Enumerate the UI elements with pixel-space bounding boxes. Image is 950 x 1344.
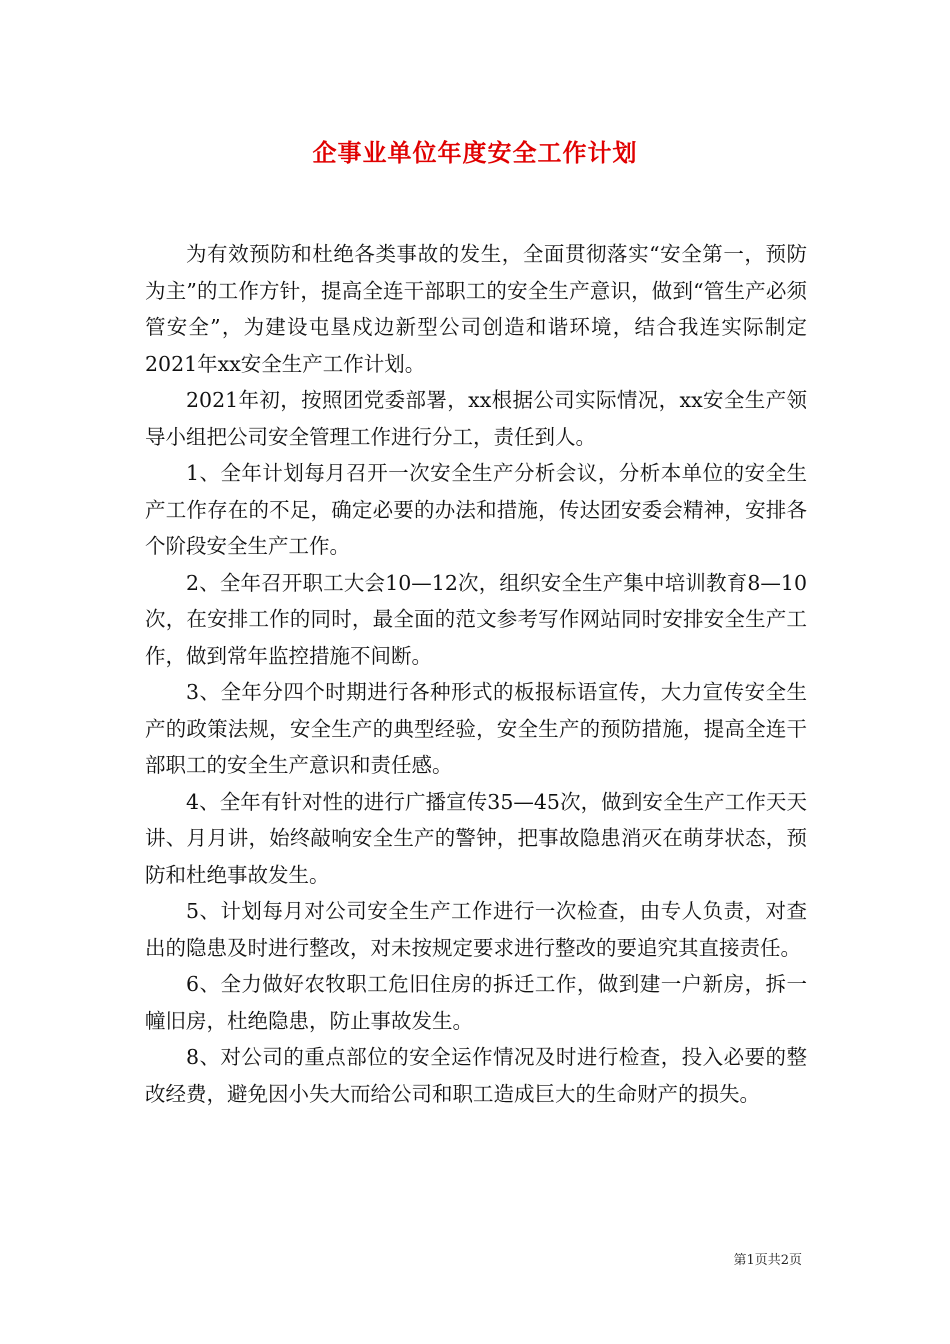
paragraph-item-5: 5、计划每月对公司安全生产工作进行一次检查，由专人负责，对查出的隐患及时进行整改，对未按规定要求进行整改的要追究其直接责任。 (145, 899, 807, 960)
paragraph-item-4: 4、全年有针对性的进行广播宣传35—45次，做到安全生产工作天天讲、月月讲，始终敲响安全生产的警钟，把事故隐患消灭在萌芽状态，预防和杜绝事故发生。 (145, 789, 807, 887)
paragraph-item-3: 3、全年分四个时期进行各种形式的板报标语宣传，大力宣传安全生产的政策法规，安全生产的典型经验，安全生产的预防措施，提高全连干部职工的安全生产意识和责任感。 (145, 680, 807, 777)
paragraph-item-1: 1、全年计划每月召开一次安全生产分析会议，分析本单位的安全生产工作存在的不足，确定必要的办法和措施，传达团安委会精神，安排各个阶段安全生产工作。 (145, 461, 807, 558)
paragraph-item-8: 8、对公司的重点部位的安全运作情况及时进行检查，投入必要的整改经费，避免因小失大而给公司和职工造成巨大的生命财产的损失。 (145, 1045, 807, 1106)
paragraph-overview: 2021年初，按照团党委部署，xx根据公司实际情况，xx安全生产领导小组把公司安全管理工作进行分工，责任到人。 (145, 388, 807, 449)
document-title: 企事业单位年度安全工作计划 (312, 138, 638, 167)
paragraph-item-2: 2、全年召开职工大会10—12次，组织安全生产集中培训教育8—10次，在安排工作的同时，最全面的范文参考写作网站同时安排安全生产工作，做到常年监控措施不间断。 (145, 570, 807, 668)
page-number: 第1页共2页 (733, 1253, 802, 1268)
paragraph-item-6: 6、全力做好农牧职工危旧住房的拆迁工作，做到建一户新房，拆一幢旧房，杜绝隐患，防止事故发生。 (145, 972, 807, 1033)
paragraph-intro: 为有效预防和杜绝各类事故的发生，全面贯彻落实“安全第一，预防为主”的工作方针，提高全连干部职工的安全生产意识，做到“管生产必须管安全”，为建设屯垦戍边新型公司创造和谐环境，结合我连实际制定2021年xx安全生产工作计划。 (145, 242, 807, 376)
document-body (145, 236, 807, 1112)
